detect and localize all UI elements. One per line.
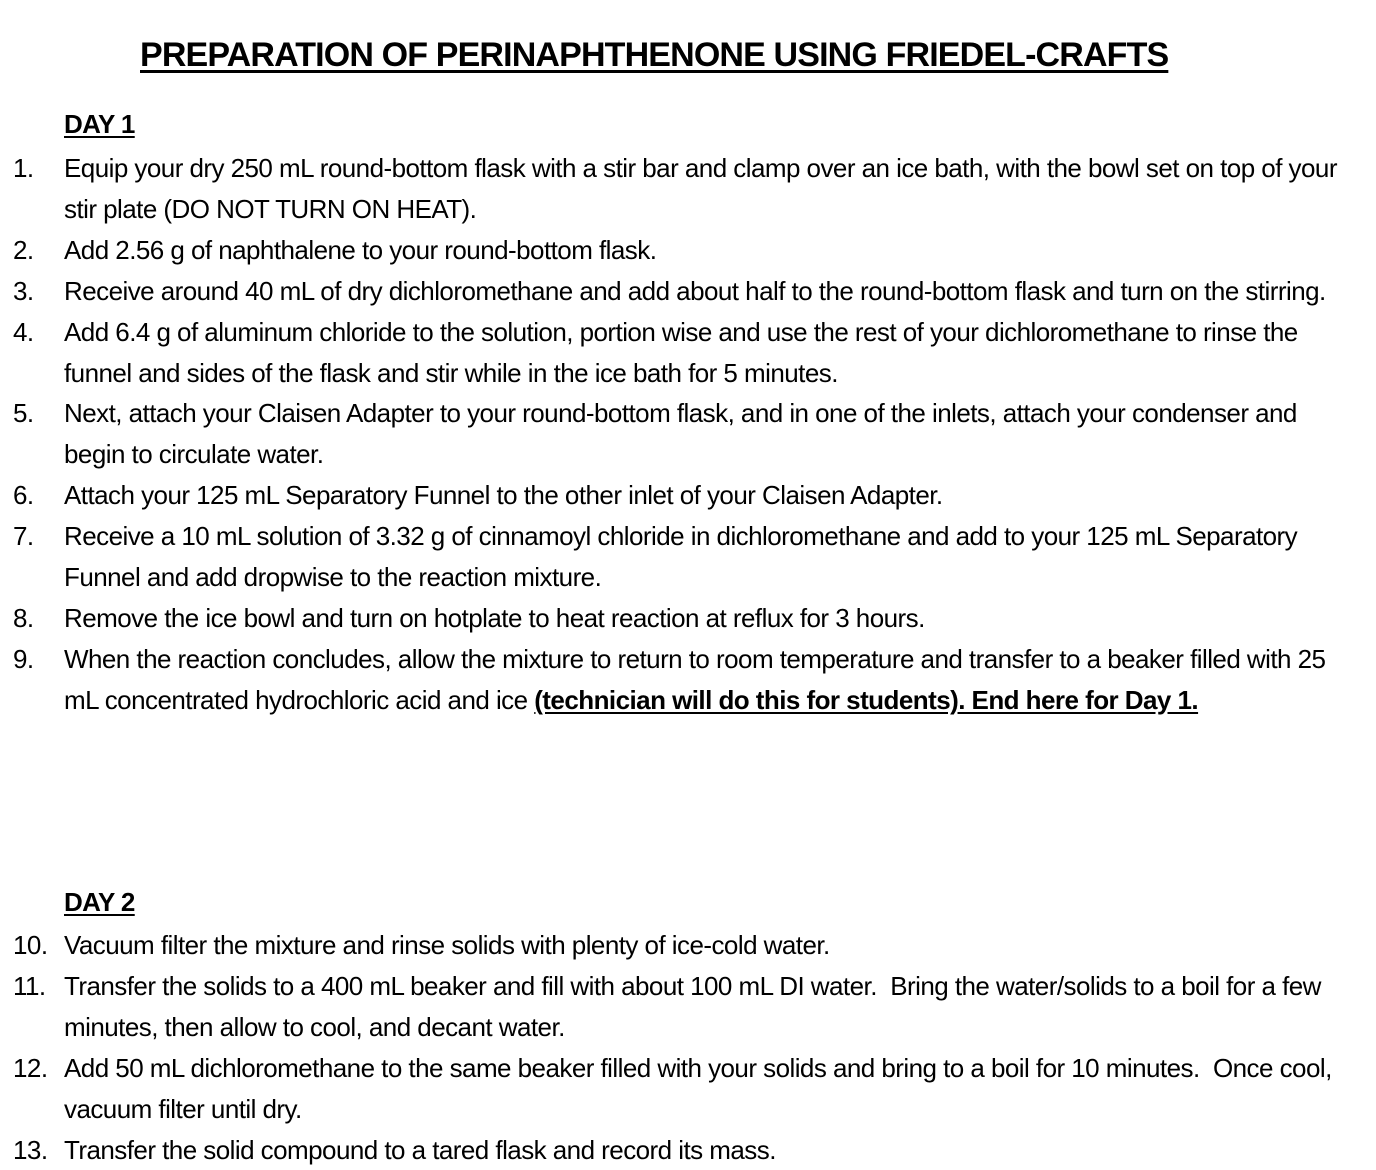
step-number: 6. xyxy=(13,480,34,511)
day1-heading: DAY 1 xyxy=(64,109,135,139)
step-11 xyxy=(0,966,1340,1048)
step-text: When the reaction concludes, allow the mixture to return to room temperature and transfer to a beaker filled with 25 mL concentrated hydrochloric acid and ice xyxy=(64,643,1326,715)
step-12 xyxy=(0,1048,1340,1130)
step-2 xyxy=(0,230,1340,271)
step-6 xyxy=(0,475,1340,516)
step-number: 11. xyxy=(13,970,46,1001)
step-number: 4. xyxy=(13,316,34,347)
step-number: 1. xyxy=(13,153,34,183)
step-10 xyxy=(0,925,1340,966)
step-1 xyxy=(0,148,1340,230)
step-text: Next, attach your Claisen Adapter to your round-bottom flask, and in one of the inlets, attach your condenser and begin to circulate water. xyxy=(64,398,1297,470)
page-title: PREPARATION OF PERINAPHTHENONE USING FRIEDEL-CRAFTS xyxy=(140,36,1169,74)
day2-heading: DAY 2 xyxy=(64,887,135,917)
step-7 xyxy=(0,516,1340,598)
step-text: Add 6.4 g of aluminum chloride to the solution, portion wise and use the rest of your dichloromethane to rinse the funnel and sides of the flask and stir while in the ice bath for 5 minutes. xyxy=(64,316,1298,388)
step-number: 12. xyxy=(13,1052,48,1083)
step-text: Add 2.56 g of naphthalene to your round-bottom flask. xyxy=(64,234,657,265)
technician-note: (technician will do this for students). End here for Day 1. xyxy=(534,684,1199,715)
step-number: 5. xyxy=(13,398,34,429)
step-text: Transfer the solid compound to a tared flask and record its mass. xyxy=(64,1134,776,1165)
step-number: 8. xyxy=(13,602,34,633)
step-3 xyxy=(0,271,1340,312)
day2-steps xyxy=(0,925,1340,1170)
step-8 xyxy=(0,598,1340,639)
step-text: Receive around 40 mL of dry dichloromethane and add about half to the round-bottom flask and turn on the stirring. xyxy=(64,275,1326,306)
step-text: Equip your dry 250 mL round-bottom flask with a stir bar and clamp over an ice bath, with the bowl set on top of your stir plate (DO NOT TURN ON HEAT). xyxy=(64,153,1337,224)
day1-steps xyxy=(0,148,1340,721)
step-9 xyxy=(0,639,1340,721)
step-number: 9. xyxy=(13,643,34,674)
step-text: Remove the ice bowl and turn on hotplate to heat reaction at reflux for 3 hours. xyxy=(64,602,925,633)
step-text: Transfer the solids to a 400 mL beaker and fill with about 100 mL DI water. Bring the water/solids to a boil for a few minutes, then allow to cool, and decant water. xyxy=(64,970,1328,1042)
step-number: 7. xyxy=(13,521,34,552)
step-text: Receive a 10 mL solution of 3.32 g of cinnamoyl chloride in dichloromethane and add to your 125 mL Separatory Funnel and add dropwise to the reaction mixture. xyxy=(64,521,1298,593)
step-number: 10. xyxy=(13,930,48,960)
step-number: 13. xyxy=(13,1134,48,1165)
step-13 xyxy=(0,1130,1340,1170)
step-number: 2. xyxy=(13,234,34,265)
step-text: Vacuum filter the mixture and rinse solids with plenty of ice-cold water. xyxy=(64,930,830,960)
step-number: 3. xyxy=(13,275,34,306)
step-5 xyxy=(0,393,1340,475)
step-4 xyxy=(0,312,1340,394)
step-text: Attach your 125 mL Separatory Funnel to the other inlet of your Claisen Adapter. xyxy=(64,480,943,511)
step-text: Add 50 mL dichloromethane to the same beaker filled with your solids and bring to a boil for 10 minutes. Once cool, vacuum filter until dry. xyxy=(64,1052,1339,1124)
